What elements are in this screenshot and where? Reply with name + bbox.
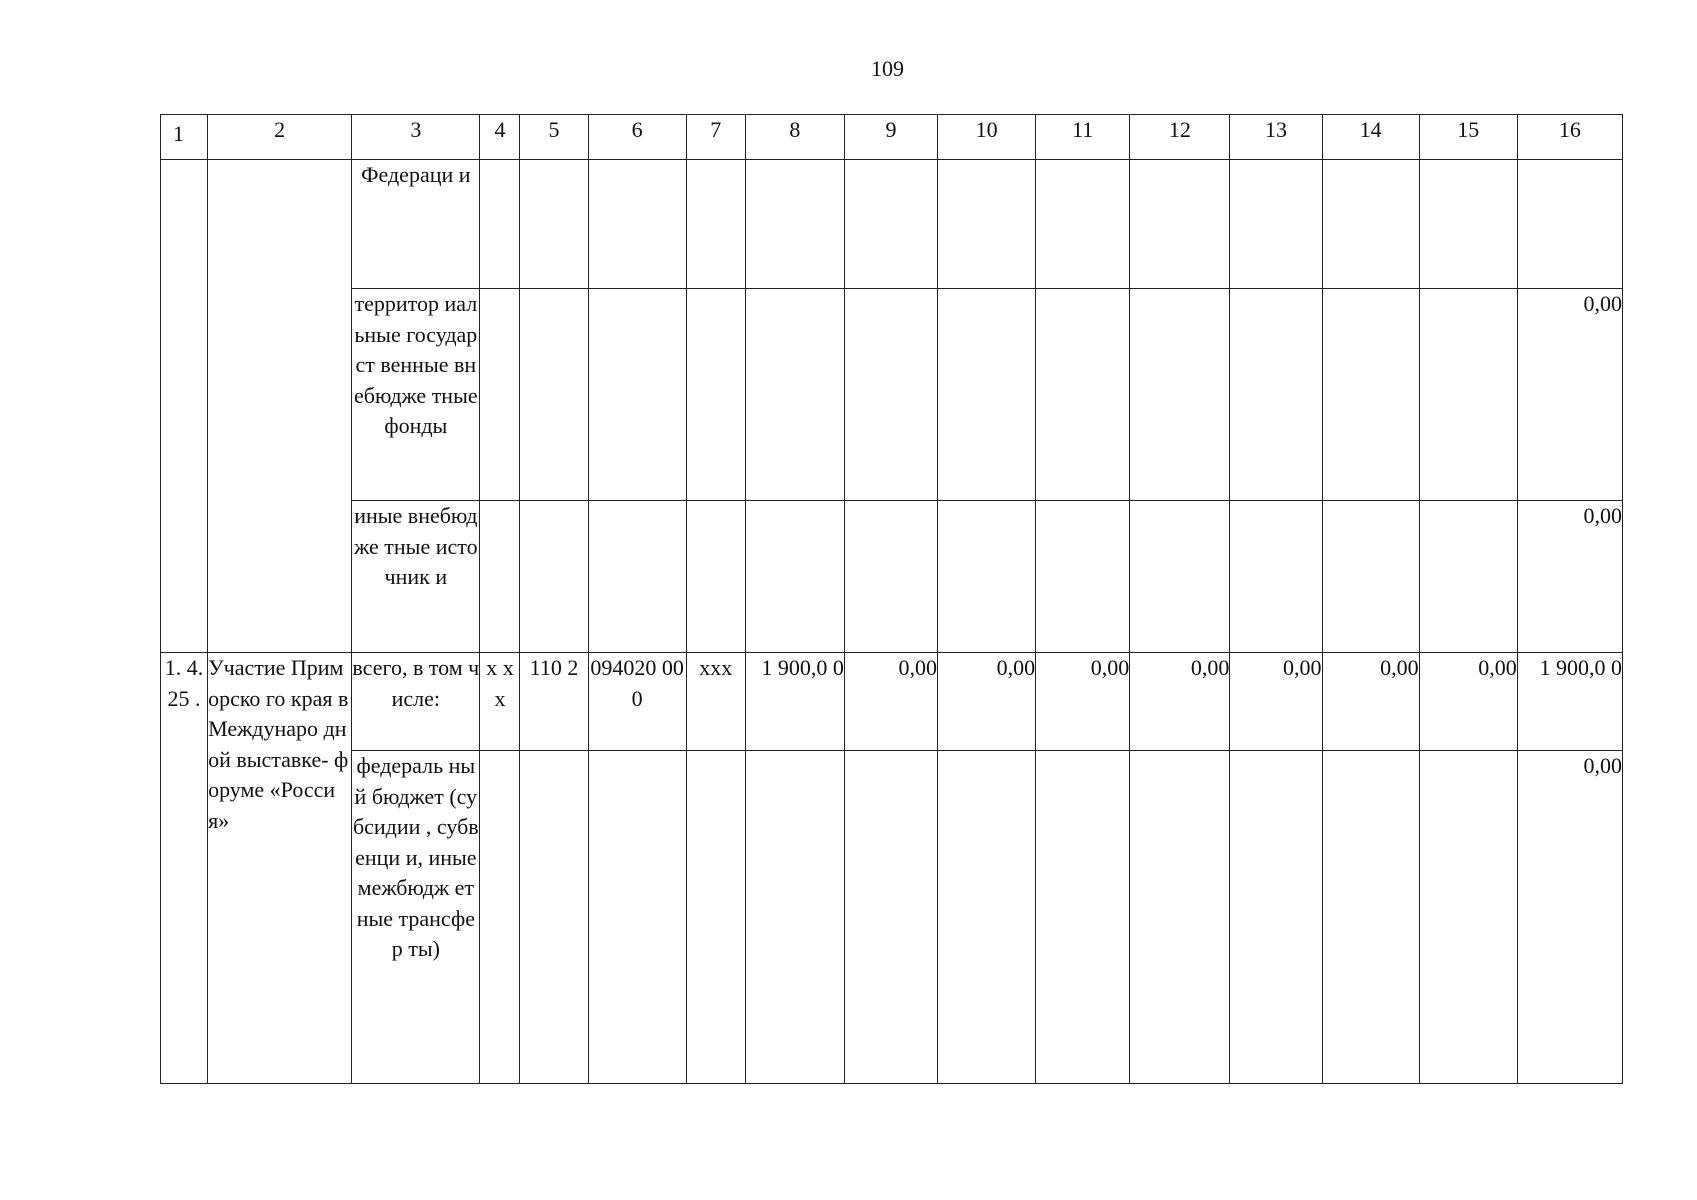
cell-col2-empty: [208, 160, 352, 653]
funding-source-federation: Федераци и: [352, 160, 480, 289]
cell: [588, 160, 686, 289]
code-col6: 094020 000: [588, 653, 686, 751]
cell: [1230, 160, 1322, 289]
cell: [1230, 501, 1322, 653]
cell: [588, 501, 686, 653]
cell: [1230, 751, 1322, 1084]
item-number: 1. 4. 25 .: [161, 653, 208, 1084]
amount-col11: 0,00: [1036, 653, 1130, 751]
funding-source-other: иные внебюдже тные источник и: [352, 501, 480, 653]
cell: [1419, 160, 1517, 289]
cell: [844, 751, 937, 1084]
amount-col9: 0,00: [844, 653, 937, 751]
cell: [938, 751, 1036, 1084]
cell: [1130, 160, 1230, 289]
cell: [480, 751, 520, 1084]
cell: [588, 289, 686, 501]
cell: [520, 289, 588, 501]
header-cell-2: 2: [208, 115, 352, 160]
cell: [1036, 289, 1130, 501]
cell: [1130, 501, 1230, 653]
cell: [480, 501, 520, 653]
header-cell-15: 15: [1419, 115, 1517, 160]
cell: [1322, 751, 1419, 1084]
cell: [745, 160, 844, 289]
header-cell-8: 8: [745, 115, 844, 160]
amount-col16: 0,00: [1517, 501, 1622, 653]
funding-source-total: всего, в том числе:: [352, 653, 480, 751]
header-cell-13: 13: [1230, 115, 1322, 160]
cell: [520, 501, 588, 653]
cell: [480, 289, 520, 501]
header-cell-6: 6: [588, 115, 686, 160]
budget-table: [160, 114, 1623, 1084]
cell-col1-empty: [161, 160, 208, 653]
cell: [745, 751, 844, 1084]
cell: [1419, 289, 1517, 501]
cell: [520, 160, 588, 289]
cell: [1230, 289, 1322, 501]
header-cell-14: 14: [1322, 115, 1419, 160]
table-row-federal-budget: [161, 751, 1623, 1084]
cell: [1419, 501, 1517, 653]
cell: [686, 751, 745, 1084]
code-col4: х х х: [480, 653, 520, 751]
table-row-total: [161, 653, 1623, 751]
cell: [844, 289, 937, 501]
header-row: [161, 115, 1623, 160]
cell: [1322, 289, 1419, 501]
amount-col16: 0,00: [1517, 289, 1622, 501]
header-cell-3: 3: [352, 115, 480, 160]
funding-source-federal: федераль ный бюджет (субсидии , субвенци и, иные межбюдж етные трансфер ты): [352, 751, 480, 1084]
page-number: 109: [871, 56, 904, 81]
cell: [520, 751, 588, 1084]
amount-col14: 0,00: [1322, 653, 1419, 751]
cell: [686, 289, 745, 501]
header-cell-10: 10: [938, 115, 1036, 160]
cell: [938, 501, 1036, 653]
amount-col16: 0,00: [1517, 751, 1622, 1084]
cell: [1322, 501, 1419, 653]
funding-source-territorial: территор иальные государст венные внебюдже тные фонды: [352, 289, 480, 501]
cell: [480, 160, 520, 289]
header-cell-4: 4: [480, 115, 520, 160]
cell: [686, 501, 745, 653]
code-col7: ххх: [686, 653, 745, 751]
amount-col13: 0,00: [1230, 653, 1322, 751]
cell: [686, 160, 745, 289]
header-cell-16: 16: [1517, 115, 1622, 160]
cell: [745, 501, 844, 653]
header-cell-5: 5: [520, 115, 588, 160]
cell: [1322, 160, 1419, 289]
amount-col8: 1 900,0 0: [745, 653, 844, 751]
cell: [844, 160, 937, 289]
table-row-other-sources: [161, 501, 1623, 653]
cell: [588, 751, 686, 1084]
cell: [1036, 751, 1130, 1084]
header-cell-1: 1: [161, 115, 208, 160]
amount-col10: 0,00: [938, 653, 1036, 751]
amount-col16: 1 900,0 0: [1517, 653, 1622, 751]
cell: [938, 160, 1036, 289]
table-row-federation: [161, 160, 1623, 289]
header-cell-12: 12: [1130, 115, 1230, 160]
cell: [745, 289, 844, 501]
cell: [938, 289, 1036, 501]
cell: [1419, 751, 1517, 1084]
cell: [1036, 160, 1130, 289]
header-cell-7: 7: [686, 115, 745, 160]
cell: [1517, 160, 1622, 289]
amount-col15: 0,00: [1419, 653, 1517, 751]
code-col5: 110 2: [520, 653, 588, 751]
cell: [844, 501, 937, 653]
header-cell-11: 11: [1036, 115, 1130, 160]
item-title: Участие Приморско го края в Междунаро дной выставке- форуме «Россия»: [208, 653, 352, 1084]
cell: [1130, 751, 1230, 1084]
cell: [1036, 501, 1130, 653]
header-cell-9: 9: [844, 115, 937, 160]
amount-col12: 0,00: [1130, 653, 1230, 751]
cell: [1130, 289, 1230, 501]
table-row-territorial-funds: [161, 289, 1623, 501]
